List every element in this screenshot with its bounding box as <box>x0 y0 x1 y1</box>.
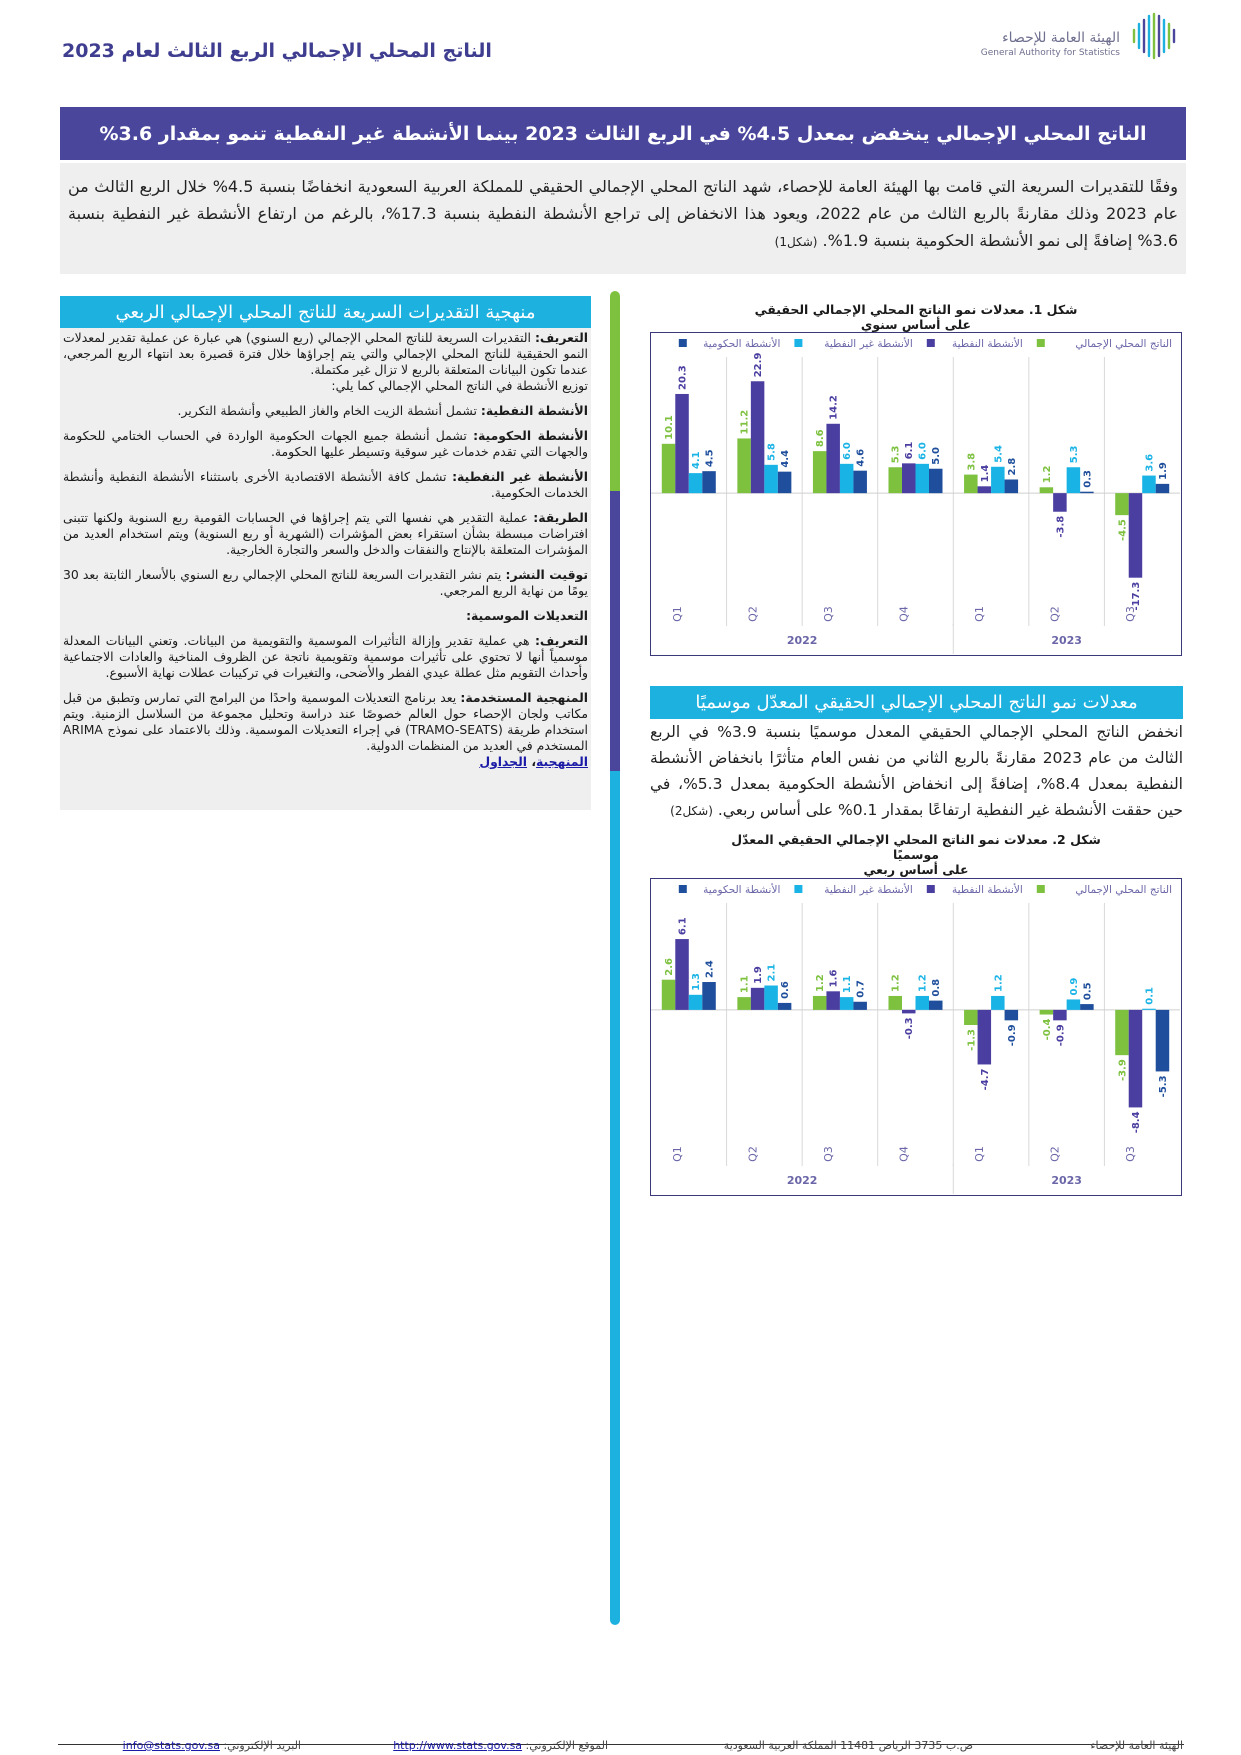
fig1-data-label: 6.1 <box>904 441 916 460</box>
document-title: الناتج المحلي الإجمالي الربع الثالث لعام 2023 <box>62 40 492 62</box>
gov-activities-text: تشمل أنشطة جميع الجهات الحكومية الواردة في الحساب الختامي للحكومة والجهات التي تقدم خدمات غير سوقية وتسيطر عليها الحكومة. <box>63 428 588 459</box>
nonoil-activities-label: الأنشطة غير النفطية: <box>452 469 588 484</box>
fig2-data-label: 1.1 <box>842 975 854 994</box>
fig2-data-label: -0.4 <box>1041 1018 1053 1041</box>
fig1-category-label: Q2 <box>746 606 760 622</box>
fig1-data-label: 1.2 <box>1041 465 1053 484</box>
fig1-data-label: 8.6 <box>815 429 827 448</box>
fig2-bar <box>1156 1010 1170 1072</box>
fig1-bar <box>929 469 943 493</box>
links-row <box>63 754 588 770</box>
fig2-category-label: Q1 <box>670 1146 684 1162</box>
footer-website-link[interactable]: http://www.stats.gov.sa <box>393 1739 523 1752</box>
fig1-category-label: Q2 <box>1048 606 1062 622</box>
fig2-data-label: -0.3 <box>904 1017 916 1040</box>
fig1-bar <box>1115 493 1129 515</box>
fig1-category-label: Q3 <box>821 606 835 622</box>
fig1-bar <box>1080 492 1094 493</box>
fig1-bar <box>1005 479 1019 493</box>
timing-paragraph <box>63 567 588 599</box>
fig1-legend-swatch <box>794 339 802 347</box>
fig1-bar <box>1040 487 1054 493</box>
fig1-bar <box>889 467 903 493</box>
footer-website <box>393 1739 608 1752</box>
footer-address: ص.ب 3735 الرياض 11481 المملكة العربية السعودية <box>723 1739 973 1752</box>
fig2-legend-label: الناتج المحلي الإجمالي <box>1075 884 1172 896</box>
fig2-bar <box>916 996 930 1010</box>
fig1-bar <box>978 486 992 493</box>
fig2-category-label: Q1 <box>973 1146 987 1162</box>
intro-paragraph <box>60 163 1186 274</box>
logo-text-ar: الهيئة العامة للإحصاء <box>1002 30 1120 46</box>
fig1-data-label: 5.0 <box>931 447 943 465</box>
timing-label: توقيت النشر: <box>505 567 588 582</box>
fig1-data-label: 11.2 <box>739 409 751 435</box>
fig2-bar <box>1053 1010 1067 1020</box>
fig2-bar <box>978 1010 992 1065</box>
timing-text: يتم نشر التقديرات السريعة للناتج المحلي الإجمالي ربع السنوي بالأسعار الثابتة بعد 30 يومًا من نهاية الربع المرجعي. <box>63 567 588 598</box>
fig2-bar <box>778 1003 792 1010</box>
fig1-year-label: 2023 <box>1051 634 1082 647</box>
fig1-category-label: Q1 <box>973 606 987 622</box>
footer-website-label: الموقع الإلكتروني: <box>525 1739 608 1752</box>
fig1-data-label: 22.9 <box>753 352 765 378</box>
fig2-category-label: Q3 <box>1124 1146 1138 1162</box>
method-paragraph <box>63 510 588 558</box>
fig1-data-label: 1.4 <box>979 464 991 483</box>
fig1-data-label: 5.3 <box>890 445 902 464</box>
fig2-category-label: Q4 <box>897 1146 911 1162</box>
fig1-data-label: -4.5 <box>1117 519 1129 542</box>
fig1-bar <box>778 472 792 494</box>
footer-email-link[interactable]: info@stats.gov.sa <box>122 1739 220 1752</box>
fig2-year-label: 2023 <box>1051 1174 1082 1187</box>
fig2-bar <box>1005 1010 1019 1020</box>
fig2-data-label: 1.3 <box>691 973 703 991</box>
fig1-bar <box>826 424 840 493</box>
definition-paragraph <box>63 330 588 394</box>
fig2-data-label: 1.2 <box>890 974 902 992</box>
fig1-bar <box>1053 493 1067 512</box>
fig1-legend-label: الأنشطة النفطية <box>952 338 1023 350</box>
fig2-bar <box>826 991 840 1010</box>
figure2-title-line1: شكل 2. معدلات نمو الناتج المحلي الإجمالي الحقيقي المعدّل موسميًا <box>731 832 1101 862</box>
intro-text: وفقًا للتقديرات السريعة التي قامت بها الهيئة العامة للإحصاء، شهد الناتج المحلي الإجمالي الحقيقي للمملكة العربية السعودية انخفاضًا بنسبة 4.5% خلال الربع الثالث من عام 2023 وذلك مقارنةً بالربع الثالث من عام 2022، ويعود هذا الانخفاض إلى تراجع الأنشطة النفطية بنسبة 17.3%، بالرغم من ارتفاع الأنشطة غير النفطية بنسبة 3.6% إضافةً إلى نمو الأنشطة الحكومية بنسبة 1.9%. <box>68 177 1178 250</box>
nonoil-activities-paragraph <box>63 469 588 501</box>
fig2-bar <box>737 997 751 1010</box>
logo-mark-icon <box>1128 12 1184 60</box>
fig1-legend-label: الناتج المحلي الإجمالي <box>1075 338 1172 350</box>
fig2-bar <box>889 996 903 1010</box>
fig2-data-label: 2.4 <box>704 960 716 979</box>
fig1-bar <box>853 471 867 493</box>
figure1-svg <box>651 333 1180 654</box>
definition-label: التعريف: <box>534 330 588 345</box>
fig1-data-label: -17.3 <box>1130 581 1142 611</box>
methodology-link[interactable]: المنهجية <box>536 754 588 769</box>
fig2-bar <box>902 1010 916 1013</box>
footer-email <box>123 1739 301 1752</box>
fig1-bar <box>813 451 827 493</box>
fig2-data-label: 1.9 <box>753 966 765 984</box>
nonoil-activities-text: تشمل كافة الأنشطة الاقتصادية الأخرى باستثناء الأنشطة النفطية وأنشطة الخدمات الحكومية. <box>63 469 588 500</box>
fig1-data-label: 14.2 <box>828 395 840 420</box>
figure1-title <box>716 302 1116 332</box>
methodology-body <box>60 328 591 810</box>
fig2-legend-label: الأنشطة غير النفطية <box>824 884 913 896</box>
fig1-data-label: 10.1 <box>664 415 676 440</box>
seasonal-section-heading: معدلات نمو الناتج المحلي الإجمالي الحقيقي المعدّل موسميًا <box>650 686 1183 719</box>
fig2-legend-swatch <box>794 885 802 893</box>
gastat-logo <box>968 12 1184 64</box>
fig1-data-label: 4.6 <box>855 448 867 467</box>
fig1-data-label: 5.3 <box>1068 445 1080 464</box>
figure1-chart <box>650 332 1182 656</box>
seasonal-definition-text: هي عملية تقدير وإزالة التأثيرات الموسمية والتقويمية من البيانات. وتعني البيانات المعدلة موسمياً أنها لا تحتوي على تأثيرات موسمية وتقويمية ناتجة عن الظروف المناخية والعادات الاجتماعية وأحداث التقويم مثل عطلة عيدي الفطر والأضحى، والتغيرات في تركيبات عطلات نهاية الأسبوع. <box>63 633 588 680</box>
fig2-bar <box>1129 1010 1143 1108</box>
fig2-bar <box>929 1001 943 1010</box>
fig2-data-label: 6.1 <box>677 917 689 936</box>
fig1-data-label: 3.8 <box>966 452 978 471</box>
distribution-text: توزيع الأنشطة في الناتج المحلي الإجمالي كما يلي: <box>331 378 588 393</box>
oil-activities-text: تشمل أنشطة الزيت الخام والغاز الطبيعي وأنشطة التكرير. <box>177 403 477 418</box>
fig2-bar <box>840 997 854 1010</box>
fig1-data-label: 5.8 <box>766 443 778 461</box>
fig2-data-label: 1.6 <box>828 969 840 988</box>
seasonal-heading-paragraph <box>63 608 588 624</box>
fig1-data-label: 20.3 <box>677 365 689 390</box>
fig2-data-label: -1.3 <box>966 1028 978 1051</box>
fig1-bar <box>662 444 676 493</box>
fig1-bar <box>1142 476 1156 494</box>
fig2-data-label: -0.9 <box>1006 1024 1018 1047</box>
fig1-legend-swatch <box>927 339 935 347</box>
fig2-legend-swatch <box>927 885 935 893</box>
fig2-category-label: Q2 <box>746 1146 760 1162</box>
fig2-data-label: -8.4 <box>1130 1111 1142 1134</box>
footer-email-label: البريد الإلكتروني: <box>223 1739 301 1752</box>
fig1-data-label: -3.8 <box>1055 515 1067 538</box>
seasonal-definition-label: التعريف: <box>534 633 588 648</box>
fig2-data-label: 0.5 <box>1082 982 1094 1001</box>
fig1-data-label: 4.5 <box>704 449 716 468</box>
fig2-bar <box>764 986 778 1010</box>
headline-banner: الناتج المحلي الإجمالي ينخفض بمعدل 4.5% في الربع الثالث 2023 بينما الأنشطة غير النفطية تنمو بمقدار 3.6% <box>60 107 1186 160</box>
fig2-data-label: 0.8 <box>931 978 943 997</box>
fig1-bar <box>902 463 916 493</box>
figure1-reference: (شكل1) <box>774 235 818 249</box>
fig2-bar <box>1142 1009 1156 1010</box>
used-method-paragraph <box>63 690 588 754</box>
fig2-data-label: 1.2 <box>993 974 1005 992</box>
fig1-data-label: 3.6 <box>1144 453 1156 472</box>
method-label: الطريقة: <box>533 510 588 525</box>
fig2-legend-swatch <box>679 885 687 893</box>
fig1-category-label: Q3 <box>1124 606 1138 622</box>
methodology-heading: منهجية التقديرات السريعة للناتج المحلي الإجمالي الربعي <box>60 296 591 328</box>
fig1-bar <box>916 464 930 493</box>
fig2-bar <box>1080 1004 1094 1010</box>
fig2-bar <box>853 1002 867 1010</box>
gov-activities-paragraph <box>63 428 588 460</box>
gov-activities-label: الأنشطة الحكومية: <box>473 428 588 443</box>
fig2-data-label: -3.9 <box>1117 1059 1129 1082</box>
fig2-data-label: 2.1 <box>766 963 778 982</box>
fig2-data-label: -0.9 <box>1055 1024 1067 1047</box>
seasonal-adjustments-heading: التعديلات الموسمية: <box>466 608 588 623</box>
fig2-data-label: 1.1 <box>739 975 751 994</box>
fig2-bar <box>689 995 703 1010</box>
fig1-bar <box>991 467 1005 493</box>
seasonal-paragraph <box>650 719 1183 824</box>
footer-org: الهيئة العامة للإحصاء <box>1090 1739 1183 1752</box>
figure2-title <box>716 832 1116 877</box>
fig1-data-label: 0.3 <box>1082 469 1094 488</box>
fig1-data-label: 6.0 <box>842 442 854 460</box>
fig2-bar <box>991 996 1005 1010</box>
fig1-legend-swatch <box>679 339 687 347</box>
seasonal-text: انخفض الناتج المحلي الإجمالي الحقيقي المعدل موسميًا بنسبة 3.9% في الربع الثالث من عام 2023 مقارنةً بالربع الثاني من نفس العام متأثرًا بانخفاض الأنشطة النفطية بمعدل 8.4%، إضافةً إلى انخفاض الأنشطة الحكومية بمعدل 5.3%، في حين حققت الأنشطة غير النفطية ارتفاعًا بمقدار 0.1% على أساس ربعي. <box>650 723 1184 819</box>
fig2-legend-label: الأنشطة النفطية <box>952 884 1023 896</box>
fig2-data-label: 1.2 <box>917 974 929 992</box>
fig1-data-label: 4.1 <box>691 451 703 470</box>
fig1-bar <box>840 464 854 493</box>
fig1-bar <box>1129 493 1143 578</box>
seasonal-definition-paragraph <box>63 633 588 681</box>
fig1-bar <box>1156 484 1170 493</box>
fig1-bar <box>737 438 751 493</box>
fig1-data-label: 5.4 <box>993 445 1005 463</box>
figure2-title-line2: على أساس ربعي <box>863 862 969 877</box>
fig2-bar <box>751 988 765 1010</box>
fig2-year-label: 2022 <box>786 1174 818 1187</box>
link-separator: ، <box>531 754 537 769</box>
column-divider-bar <box>610 291 620 1625</box>
oil-activities-paragraph <box>63 403 588 419</box>
fig2-bar <box>964 1010 978 1025</box>
fig2-data-label: 0.9 <box>1068 977 1080 996</box>
figure1-title-line1: شكل 1. معدلات نمو الناتج المحلي الإجمالي الحقيقي <box>754 302 1078 317</box>
fig2-data-label: 0.1 <box>1144 987 1156 1005</box>
fig1-data-label: 4.4 <box>780 449 792 468</box>
logo-text-en: General Authority for Statistics <box>980 48 1120 58</box>
fig1-legend-label: الأنشطة الحكومية <box>703 338 781 350</box>
fig1-bar <box>751 381 765 493</box>
fig1-data-label: 6.0 <box>917 442 929 460</box>
used-method-label: المنهجية المستخدمة: <box>460 690 588 705</box>
fig1-bar <box>675 394 689 493</box>
fig2-data-label: 0.7 <box>855 980 867 998</box>
fig1-legend-label: الأنشطة غير النفطية <box>824 338 913 350</box>
tables-link[interactable]: الجداول <box>479 754 527 769</box>
fig1-bar <box>964 475 978 494</box>
fig2-bar <box>662 980 676 1010</box>
fig2-bar <box>1067 999 1081 1009</box>
fig1-bar <box>689 473 703 493</box>
fig1-legend-swatch <box>1037 339 1045 347</box>
fig1-bar <box>1067 467 1081 493</box>
figure1-title-line2: على أساس سنوي <box>860 317 972 332</box>
fig1-category-label: Q4 <box>897 606 911 622</box>
method-text: عملية التقدير هي نفسها التي يتم إجراؤها في الحسابات القومية ربع السنوية ولكنها تتبنى افتراضات مبسطة بشأن استقراء بعض المؤشرات (الشهرية أو ربع السنوية) ويتم استخدام العديد من المؤشرات المتعلقة بالإنتاج والنفقات والدخل والسعر والتجارة الخارجية. <box>63 510 588 557</box>
fig2-legend-label: الأنشطة الحكومية <box>703 884 781 896</box>
fig2-legend-swatch <box>1037 885 1045 893</box>
fig2-data-label: -4.7 <box>979 1068 991 1091</box>
fig2-bar <box>1040 1010 1054 1015</box>
used-method-text: يعد برنامج التعديلات الموسمية واحدًا من البرامج التي تمارس وتطبق من قبل مكاتب ولجان الإحصاء حول العالم خصوصًا عند دراسة وتحليل مجموعة من السلاسل الزمنية. ويتم استخدام طريقة (TRAMO-SEATS) في إجراء التعديلات الموسمية. وذلك بالاعتماد على نموذج ARIMA المستخدم في العديد من المنظمات الدولية. <box>63 690 588 753</box>
fig1-year-label: 2022 <box>786 634 818 647</box>
fig2-bar <box>1115 1010 1129 1055</box>
fig1-data-label: 1.9 <box>1157 462 1169 480</box>
fig1-bar <box>702 471 716 493</box>
figure2-svg <box>651 879 1180 1194</box>
oil-activities-label: الأنشطة النفطية: <box>480 403 588 418</box>
fig2-bar <box>813 996 827 1010</box>
fig2-category-label: Q3 <box>821 1146 835 1162</box>
fig1-category-label: Q1 <box>670 606 684 622</box>
fig2-category-label: Q2 <box>1048 1146 1062 1162</box>
figure2-reference: (شكل2) <box>670 804 713 818</box>
fig2-data-label: 2.6 <box>664 957 676 976</box>
definition-text: التقديرات السريعة للناتج المحلي الإجمالي (ربع السنوي) هي عبارة عن عملية تقدير لمعدلات النمو الحقيقية للناتج المحلي الإجمالي والتي يتم إجراؤها خلال فترة قصيرة بعد انتهاء الربع المرجعي، عندما تكون البيانات المتعلقة بالربع لا تزال غير مكتملة. <box>63 330 588 377</box>
fig2-bar <box>675 939 689 1010</box>
fig1-bar <box>764 465 778 493</box>
fig2-bar <box>702 982 716 1010</box>
fig2-data-label: 1.2 <box>815 974 827 992</box>
fig2-data-label: -5.3 <box>1157 1075 1169 1098</box>
fig2-data-label: 0.6 <box>780 981 792 999</box>
figure2-chart <box>650 878 1182 1196</box>
fig1-data-label: 2.8 <box>1006 457 1018 476</box>
